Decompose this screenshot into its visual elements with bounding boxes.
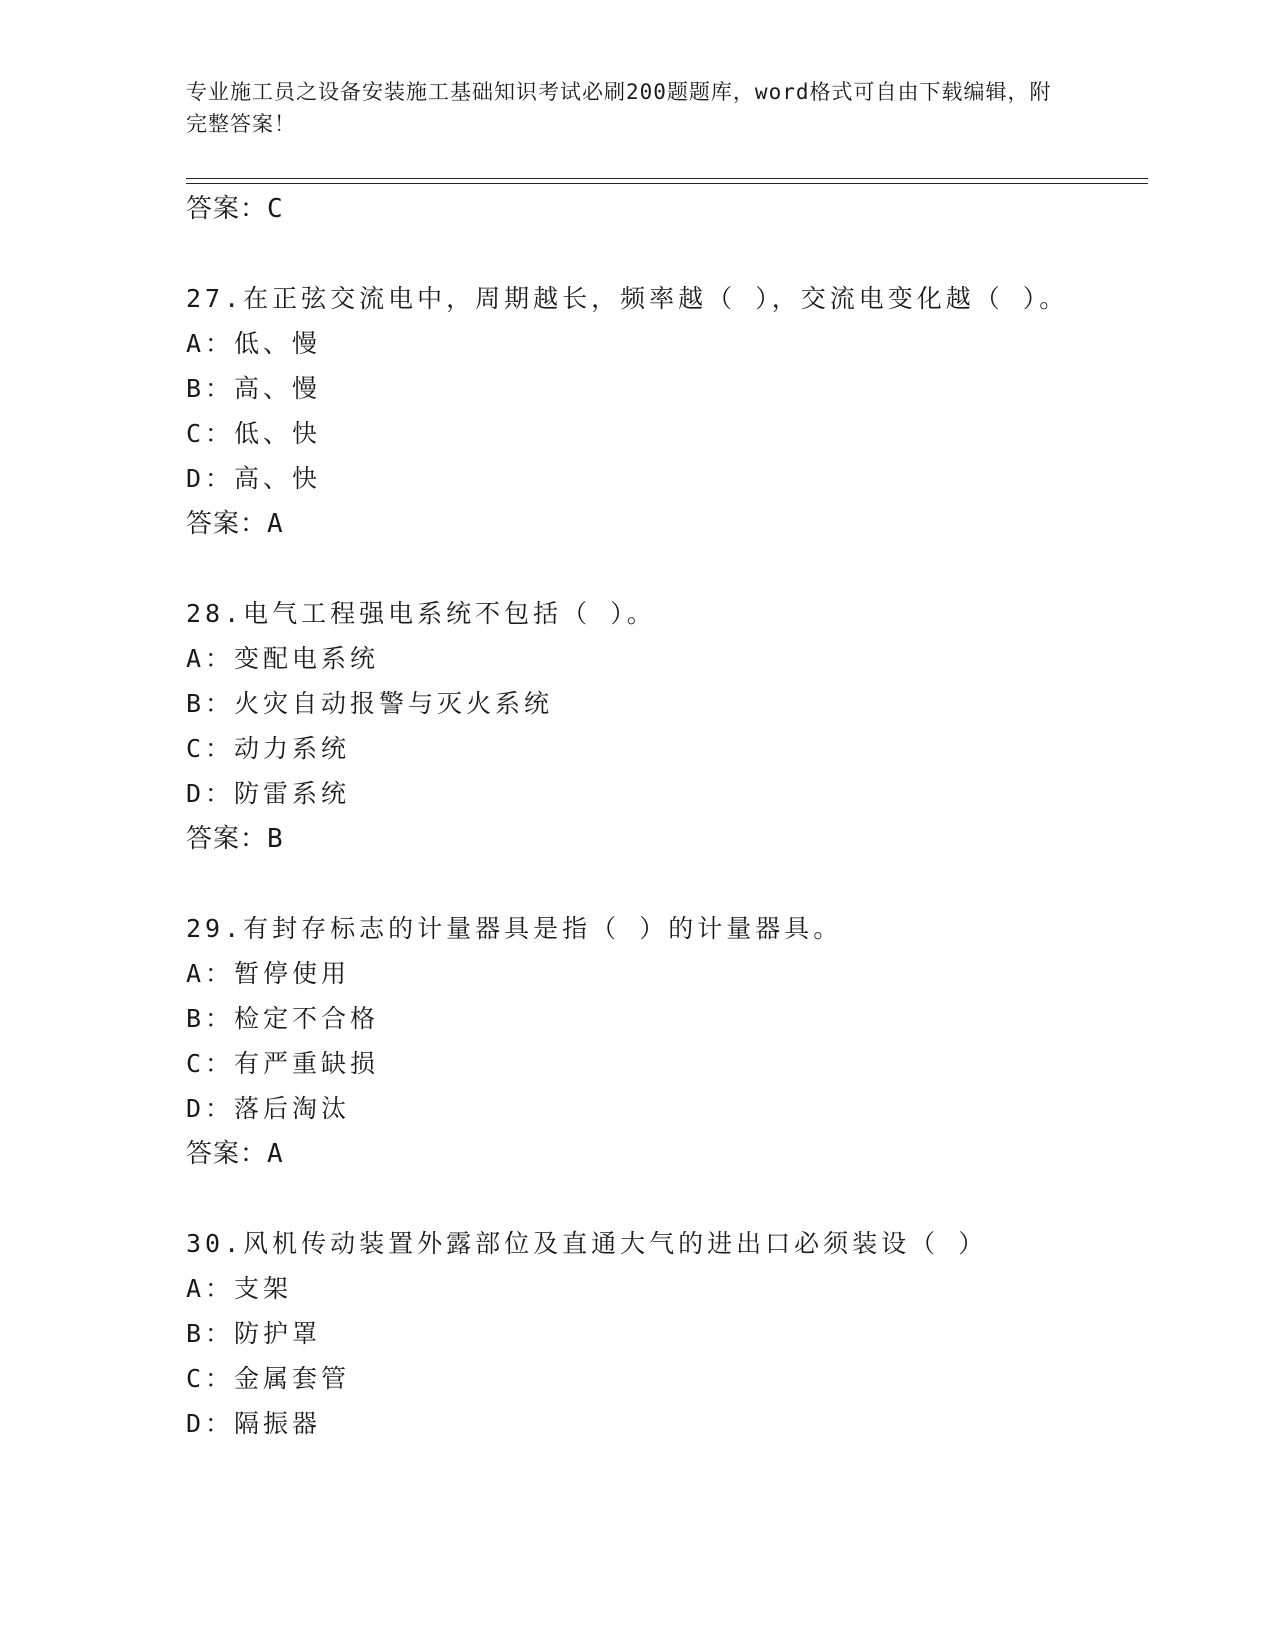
question-option: D：落后淘汰 xyxy=(186,1094,351,1123)
question-option: B：火灾自动报警与灭火系统 xyxy=(186,689,554,718)
question-option: A：低、慢 xyxy=(186,329,322,358)
question-option: B：高、慢 xyxy=(186,374,322,403)
question-option: B：防护罩 xyxy=(186,1319,322,1348)
answer-line: 答案：A xyxy=(186,1139,284,1169)
question-option: D：隔振器 xyxy=(186,1409,322,1438)
question-stem: 28.电气工程强电系统不包括（ ）。 xyxy=(186,599,656,628)
question-option: A：变配电系统 xyxy=(186,644,380,673)
question-option: C：有严重缺损 xyxy=(186,1049,380,1078)
header-divider-top xyxy=(186,178,1148,179)
question-stem: 27.在正弦交流电中，周期越长，频率越（ ），交流电变化越（ ）。 xyxy=(186,284,1069,313)
answer-line: 答案：B xyxy=(186,824,284,854)
question-option: D：高、快 xyxy=(186,464,322,493)
question-stem: 30.风机传动装置外露部位及直通大气的进出口必须装设（ ） xyxy=(186,1229,988,1258)
question-option: A：支架 xyxy=(186,1274,293,1303)
question-option: A：暂停使用 xyxy=(186,959,351,988)
question-option: C：金属套管 xyxy=(186,1364,351,1393)
answer-line: 答案：C xyxy=(186,194,284,224)
answer-line: 答案：A xyxy=(186,509,284,539)
question-stem: 29.有封存标志的计量器具是指（ ）的计量器具。 xyxy=(186,914,843,943)
question-option: D：防雷系统 xyxy=(186,779,351,808)
question-option: B：检定不合格 xyxy=(186,1004,380,1033)
question-option: C：低、快 xyxy=(186,419,322,448)
question-option: C：动力系统 xyxy=(186,734,351,763)
document-header: 专业施工员之设备安装施工基础知识考试必刷200题题库，word格式可自由下载编辑，附完整答案！ xyxy=(186,80,1052,136)
header-divider-bottom xyxy=(186,183,1148,184)
